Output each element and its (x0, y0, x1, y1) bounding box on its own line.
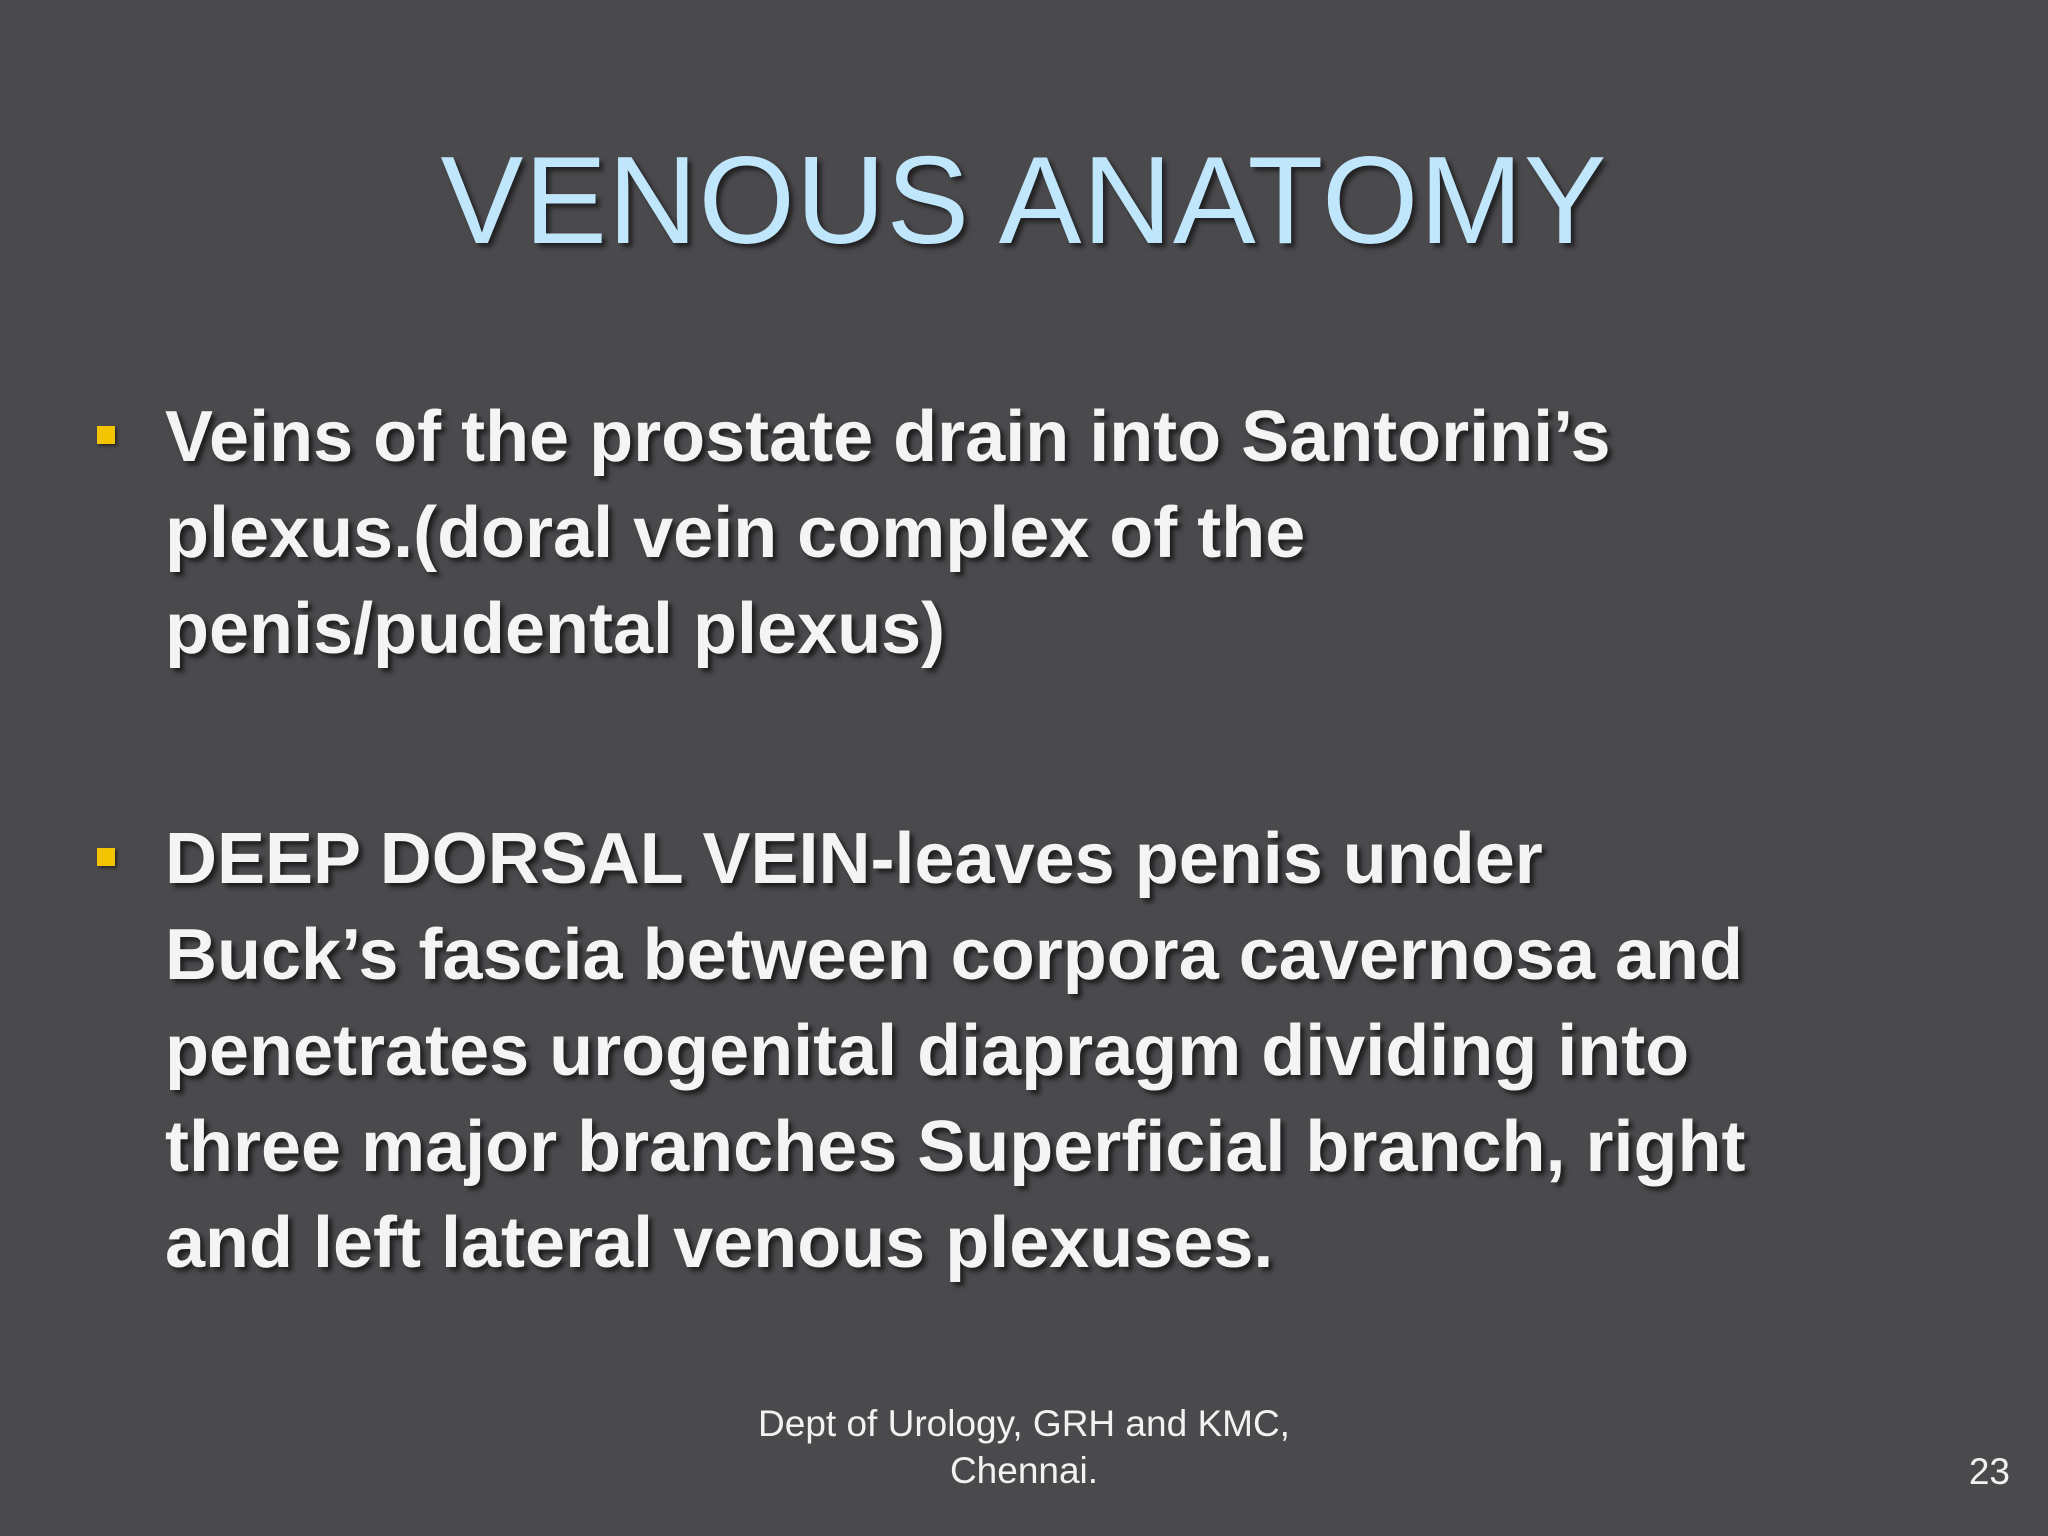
bullet-item (165, 811, 1965, 1291)
page-number: 23 (1968, 1451, 2010, 1492)
bullet-text-line: three major branches Superficial branch, right (165, 1107, 1746, 1187)
slide-title: VENOUS ANATOMY (440, 132, 1608, 270)
footer-line: Chennai. (949, 1450, 1099, 1491)
square-bullet-icon (97, 426, 115, 444)
square-bullet-icon (97, 848, 115, 866)
bullet-text-line: penetrates urogenital diapragm dividing into (165, 1011, 1690, 1091)
footer-line: Dept of Urology, GRH and KMC, (758, 1403, 1290, 1444)
bullet-text-line: Buck’s fascia between corpora cavernosa and (165, 915, 1743, 995)
bullet-text-line: and left lateral venous plexuses. (165, 1203, 1274, 1283)
bullet-item (165, 389, 1965, 677)
bullet-text-line: plexus.(doral vein complex of the (165, 493, 1306, 573)
bullet-text-line: penis/pudental plexus) (165, 589, 946, 669)
bullet-text-line: Veins of the prostate drain into Santorini’s (165, 397, 1611, 477)
slide-footer (624, 1400, 1424, 1494)
bullet-text-line: DEEP DORSAL VEIN-leaves penis under (165, 819, 1543, 899)
